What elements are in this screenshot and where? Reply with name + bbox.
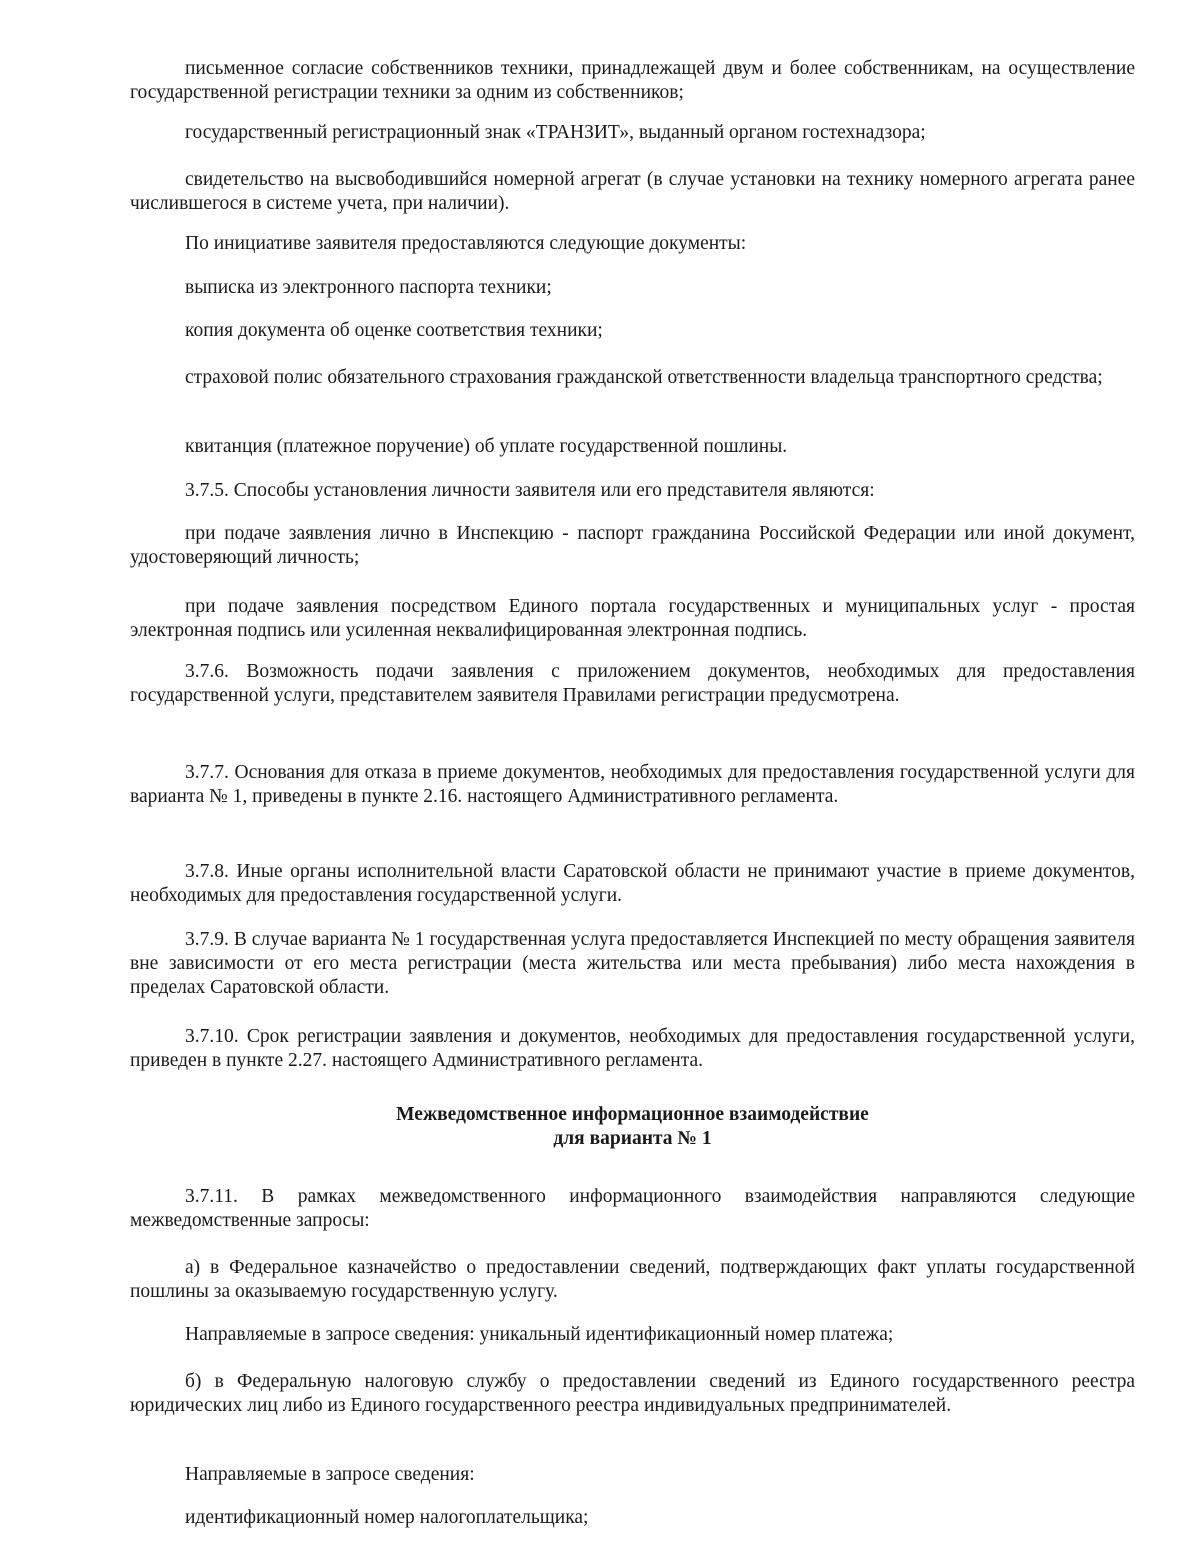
paragraph-owners-consent: письменное согласие собственников техники, принадлежащей двум и более собственникам, на осуществление государственной регистрации техники за одним из собственников; <box>130 58 1135 103</box>
paragraph-3-7-8: 3.7.8. Иные органы исполнительной власти Саратовской области не принимают участие в приеме документов, необходимых для предоставления государственной услуги. <box>130 861 1135 906</box>
paragraph-3-7-11: 3.7.11. В рамках межведомственного информационного взаимодействия направляются следующие межведомственные запросы: <box>130 1186 1135 1231</box>
paragraph-payment-id: Направляемые в запросе сведения: уникальный идентификационный номер платежа; <box>185 1324 894 1345</box>
paragraph-fee-receipt: квитанция (платежное поручение) об уплате государственной пошлины. <box>185 436 788 457</box>
paragraph-3-7-6: 3.7.6. Возможность подачи заявления с приложением документов, необходимых для предоставления государственной услуги, представителем заявителя Правилами регистрации предусмотрена. <box>130 661 1135 706</box>
paragraph-passport-extract: выписка из электронного паспорта техники; <box>185 277 552 298</box>
paragraph-3-7-7: 3.7.7. Основания для отказа в приеме документов, необходимых для предоставления государственной услуги для варианта № 1, приведены в пункте 2.16. настоящего Административного регламента. <box>130 762 1135 807</box>
paragraph-number-unit: свидетельство на высвободившийся номерной агрегат (в случае установки на технику номерного агрегата ранее числившегося в системе учета, при наличии). <box>130 169 1135 214</box>
paragraph-3-7-5: 3.7.5. Способы установления личности заявителя или его представителя являются: <box>185 480 875 501</box>
paragraph-applicant-initiative: По инициативе заявителя предоставляются следующие документы: <box>185 233 747 254</box>
paragraph-conformity-copy: копия документа об оценке соответствия техники; <box>185 320 603 341</box>
section-heading-line1: Межведомственное информационное взаимодействие <box>396 1104 869 1125</box>
section-heading-line2: для варианта № 1 <box>553 1128 712 1149</box>
paragraph-portal: при подаче заявления посредством Единого портала государственных и муниципальных услуг - простая электронная подпись или усиленная неквалифицированная электронная подпись. <box>130 596 1135 641</box>
section-heading <box>130 1103 1135 1151</box>
paragraph-tax-service-request: б) в Федеральную налоговую службу о предоставлении сведений из Единого государственного реестра юридических лиц либо из Единого государственного реестра индивидуальных предпринимателей. <box>130 1371 1135 1416</box>
paragraph-transit-plate: государственный регистрационный знак «ТРАНЗИТ», выданный органом гостехнадзора; <box>185 122 926 143</box>
paragraph-insurance-policy: страховой полис обязательного страхования гражданской ответственности владельца транспортного средства; <box>185 367 1103 388</box>
paragraph-treasury-request: а) в Федеральное казначейство о предоставлении сведений, подтверждающих факт уплаты государственной пошлины за оказываемую государственную услугу. <box>130 1257 1135 1302</box>
paragraph-requested-info: Направляемые в запросе сведения: <box>185 1464 475 1485</box>
paragraph-in-person: при подаче заявления лично в Инспекцию - паспорт гражданина Российской Федерации или иной документ, удостоверяющий личность; <box>130 523 1135 568</box>
paragraph-3-7-10: 3.7.10. Срок регистрации заявления и документов, необходимых для предоставления государственной услуги, приведен в пункте 2.27. настоящего Административного регламента. <box>130 1026 1135 1071</box>
paragraph-3-7-9: 3.7.9. В случае варианта № 1 государственная услуга предоставляется Инспекцией по месту обращения заявителя вне зависимости от его места регистрации (места жительства или места пребывания) либо места нахождения в пределах Саратовской области. <box>130 929 1135 998</box>
paragraph-taxpayer-id: идентификационный номер налогоплательщика; <box>185 1507 589 1528</box>
